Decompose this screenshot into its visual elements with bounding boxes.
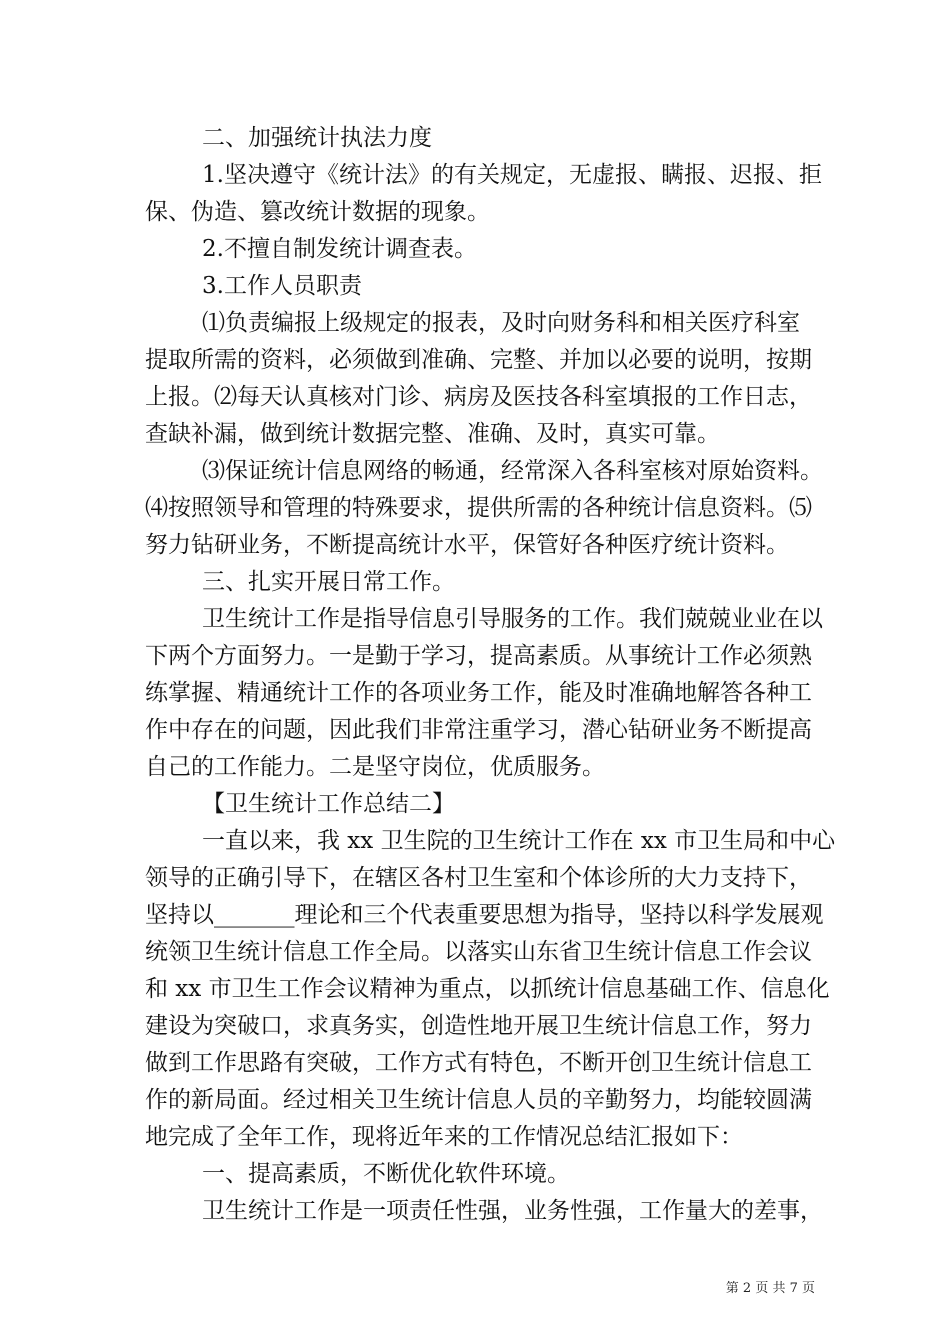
paragraph-line: 3.工作人员职责 — [202, 273, 362, 299]
paragraph-line: 建设为突破口，求真务实，创造性地开展卫生统计信息工作，努力 — [145, 1013, 812, 1039]
paragraph-line: ⑶保证统计信息网络的畅通，经常深入各科室核对原始资料。 — [202, 458, 823, 484]
paragraph-line: 2.不擅自制发统计调查表。 — [202, 236, 477, 262]
paragraph-line: 查缺补漏，做到统计数据完整、准确、及时，真实可靠。 — [145, 421, 720, 447]
paragraph-line: 地完成了全年工作，现将近年来的工作情况总结汇报如下： — [145, 1124, 743, 1150]
paragraph-line: 作的新局面。经过相关卫生统计信息人员的辛勤努力，均能较圆满 — [145, 1087, 812, 1113]
section-heading: 三、扎实开展日常工作。 — [202, 569, 455, 595]
paragraph-line: 提取所需的资料，必须做到准确、完整、并加以必要的说明，按期 — [145, 347, 812, 373]
section-heading: 二、加强统计执法力度 — [202, 125, 432, 151]
paragraph-line: 和 xx 市卫生工作会议精神为重点，以抓统计信息基础工作、信息化 — [145, 976, 830, 1002]
paragraph-line: 卫生统计工作是指导信息引导服务的工作。我们兢兢业业在以 — [202, 606, 823, 632]
paragraph-line: 作中存在的问题，因此我们非常注重学习，潜心钻研业务不断提高 — [145, 717, 812, 743]
paragraph-line: ⑴负责编报上级规定的报表，及时向财务科和相关医疗科室 — [202, 310, 800, 336]
paragraph-line: ⑷按照领导和管理的特殊要求，提供所需的各种统计信息资料。⑸ — [145, 495, 812, 521]
paragraph-line: 1.坚决遵守《统计法》的有关规定，无虚报、瞒报、迟报、拒 — [202, 162, 822, 188]
paragraph-line: 做到工作思路有突破，工作方式有特色，不断开创卫生统计信息工 — [145, 1050, 812, 1076]
paragraph-line: 保、伪造、篡改统计数据的现象。 — [145, 199, 490, 225]
section-title: 【卫生统计工作总结二】 — [202, 791, 455, 817]
paragraph-line: 下两个方面努力。一是勤于学习，提高素质。从事统计工作必须熟 — [145, 643, 812, 669]
page-number-footer: 第 2 页 共 7 页 — [725, 1281, 815, 1296]
paragraph-line: 卫生统计工作是一项责任性强，业务性强，工作量大的差事， — [202, 1198, 823, 1224]
section-heading: 一、提高素质，不断优化软件环境。 — [202, 1161, 570, 1187]
paragraph-line: 坚持以_______理论和三个代表重要思想为指导，坚持以科学发展观 — [145, 902, 824, 928]
paragraph-line: 练掌握、精通统计工作的各项业务工作，能及时准确地解答各种工 — [145, 680, 812, 706]
paragraph-line: 一直以来，我 xx 卫生院的卫生统计工作在 xx 市卫生局和中心 — [202, 828, 836, 854]
paragraph-line: 统领卫生统计信息工作全局。以落实山东省卫生统计信息工作会议 — [145, 939, 812, 965]
document-body — [145, 120, 836, 1230]
paragraph-line: 领导的正确引导下，在辖区各村卫生室和个体诊所的大力支持下， — [145, 865, 812, 891]
paragraph-line: 努力钻研业务，不断提高统计水平，保管好各种医疗统计资料。 — [145, 532, 789, 558]
paragraph-line: 自己的工作能力。二是坚守岗位，优质服务。 — [145, 754, 605, 780]
paragraph-line: 上报。⑵每天认真核对门诊、病房及医技各科室填报的工作日志， — [145, 384, 812, 410]
